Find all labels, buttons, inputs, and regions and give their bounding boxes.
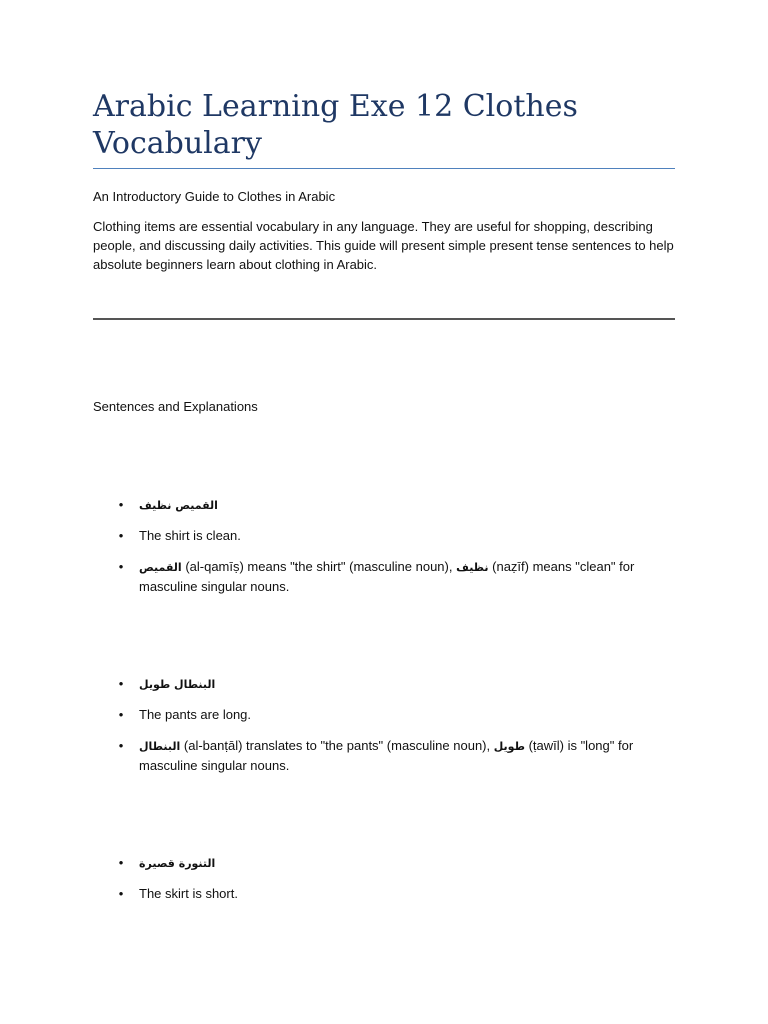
explanation-text [139, 736, 676, 775]
arabic-word: البنطال [139, 740, 181, 753]
horizontal-divider [93, 318, 675, 320]
arabic-sentence: القميص نظيف [139, 499, 218, 512]
arabic-word: طويل [493, 740, 525, 753]
list-item-arabic-sentence [116, 674, 676, 694]
bullet-icon: • [118, 559, 124, 574]
explanation-text [139, 557, 676, 596]
explanation-part: (ṭawīl) is "long" for masculine singular nouns. [139, 738, 634, 773]
list-item-explanation [116, 736, 676, 775]
arabic-word: نظيف [456, 561, 489, 574]
list-item-translation [116, 884, 676, 903]
document-subtitle: An Introductory Guide to Clothes in Arabic [93, 189, 336, 204]
bullet-icon: • [118, 497, 124, 512]
list-item-explanation [116, 557, 676, 596]
bullet-icon: • [118, 855, 124, 870]
bullet-icon: • [118, 676, 124, 691]
bullet-icon: • [118, 886, 124, 901]
arabic-sentence: التنورة قصيرة [139, 857, 216, 870]
explanation-part: (naẓīf) means "clean" for masculine singular nouns. [139, 559, 635, 594]
explanation-part: (al-qamīṣ) means "the shirt" (masculine noun), [181, 559, 457, 574]
document-title: Arabic Learning Exe 12 Clothes Vocabulary [93, 89, 578, 161]
bullet-icon: • [118, 528, 124, 543]
list-item-translation [116, 705, 676, 724]
bullet-icon: • [118, 738, 124, 753]
list-item-arabic-sentence [116, 853, 676, 873]
intro-paragraph: Clothing items are essential vocabulary in any language. They are useful for shopping, describing people, and discussing daily activities. This guide will present simple present tense sentences to help absolute beginners learn about clothing in Arabic. [93, 219, 674, 272]
english-translation: The pants are long. [139, 707, 252, 722]
section-heading: Sentences and Explanations [93, 399, 258, 414]
arabic-word: القميص [139, 561, 182, 574]
list-item-arabic-sentence [116, 495, 676, 515]
list-item-translation [116, 526, 676, 545]
explanation-part: (al-banṭāl) translates to "the pants" (masculine noun), [180, 738, 494, 753]
arabic-sentence: البنطال طويل [139, 678, 216, 691]
english-translation: The shirt is clean. [139, 528, 241, 543]
bullet-icon: • [118, 707, 124, 722]
english-translation: The skirt is short. [139, 886, 238, 901]
title-underline [93, 168, 675, 169]
